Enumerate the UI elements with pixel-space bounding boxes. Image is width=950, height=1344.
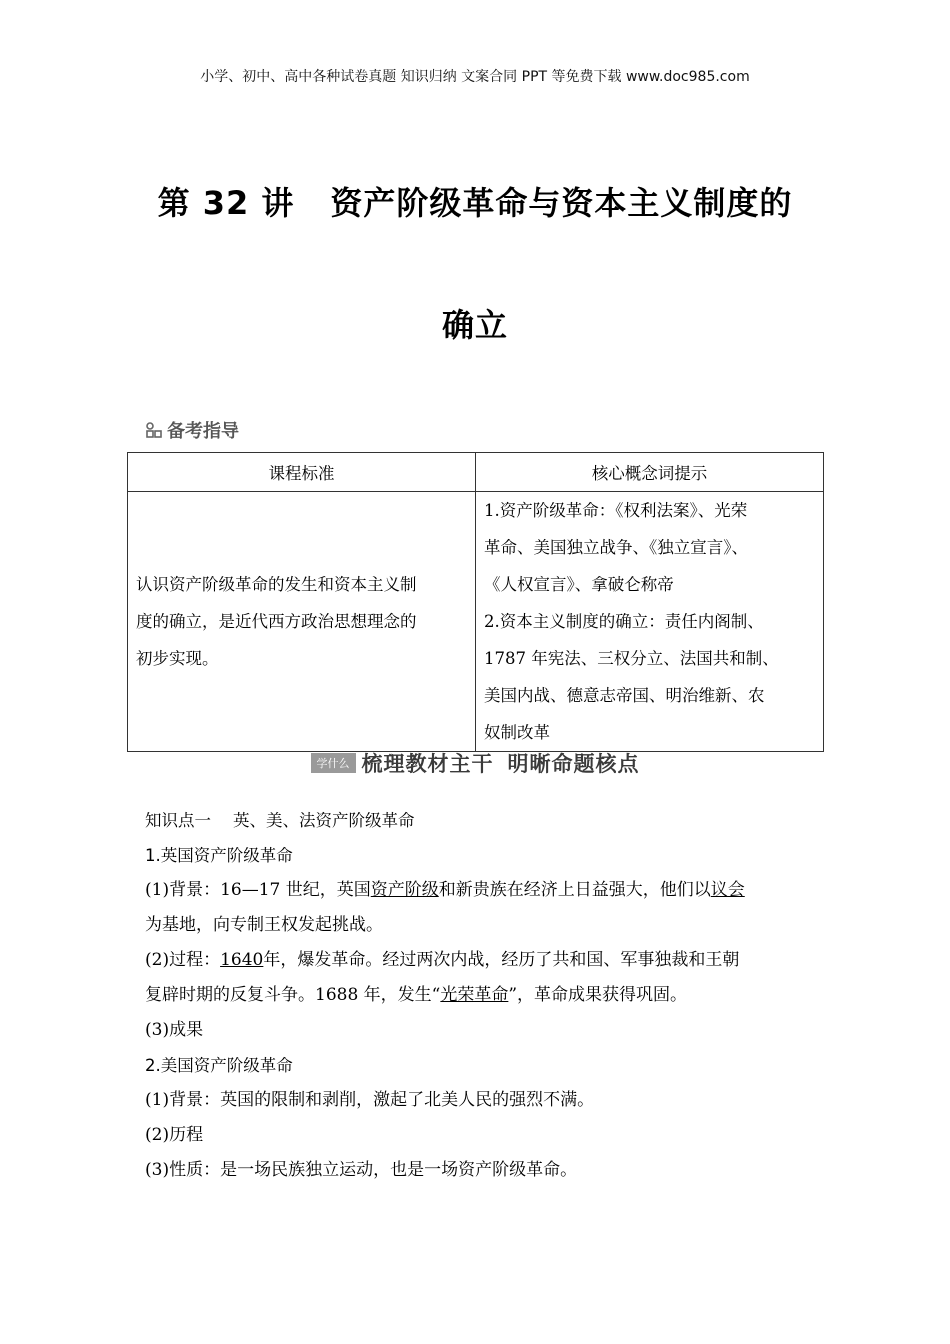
standard-line: 初步实现。 — [136, 649, 219, 668]
table-row — [128, 492, 824, 752]
underlined-term: 资产阶级 — [370, 880, 439, 900]
content-body — [145, 803, 825, 1188]
america-nature: (3)性质：是一场民族独立运动，也是一场资产阶级革命。 — [145, 1160, 578, 1180]
england-result: (3)成果 — [145, 1020, 204, 1040]
america-process: (2)历程 — [145, 1125, 204, 1145]
course-standard-cell — [128, 492, 476, 752]
underlined-term: 议会 — [710, 880, 745, 900]
header-course-standard: 课程标准 — [128, 453, 476, 492]
england-background-cont: 为基地，向专制王权发起挑战。 — [145, 915, 383, 935]
concept-line: 《人权宣言》、拿破仑称帝 — [484, 575, 674, 594]
section-banner-title — [362, 748, 640, 778]
core-concepts-cell — [476, 492, 824, 752]
text-segment: (2)过程： — [145, 950, 221, 970]
exam-guide-text: 备考指导 — [167, 421, 239, 442]
england-heading: 1.英国资产阶级革命 — [145, 846, 293, 865]
banner-title-left: 梳理教材主干 — [361, 752, 494, 776]
text-segment: 年，爆发革命。经过两次内战，经历了共和国、军事独裁和王朝 — [263, 950, 740, 970]
america-heading: 2.美国资产阶级革命 — [145, 1056, 293, 1075]
standard-line: 认识资产阶级革命的发生和资本主义制 — [136, 575, 417, 594]
underlined-term: 光荣革命 — [440, 985, 509, 1005]
knowledge-point-label: 知识点一 — [145, 811, 211, 830]
title-prefix: 第 32 讲 — [157, 184, 295, 222]
page-title-line2: 确立 — [441, 306, 508, 344]
america-background: (1)背景：英国的限制和剥削，激起了北美人民的强烈不满。 — [145, 1090, 595, 1110]
concept-line: 美国内战、德意志帝国、明治维新、农 — [484, 686, 765, 705]
text-segment: 和新贵族在经济上日益强大，他们以 — [438, 880, 711, 900]
standard-line: 度的确立，是近代西方政治思想理念的 — [136, 612, 417, 631]
concept-line: 1.资产阶级革命：《权利法案》、光荣 — [484, 501, 748, 520]
concept-line: 奴制改革 — [484, 723, 550, 742]
guide-icon — [145, 421, 163, 439]
exam-guide-label — [145, 418, 239, 442]
page-header-banner: 小学、初中、高中各种试卷真题 知识归纳 文案合同 PPT 等免费下载 www.doc985.com — [200, 69, 750, 85]
table-header-row — [128, 453, 824, 492]
header-core-concepts: 核心概念词提示 — [476, 453, 824, 492]
banner-title-right: 明晰命题核点 — [507, 752, 640, 776]
page-title — [0, 178, 950, 224]
text-segment: 复辟时期的反复斗争。1688 年，发生“ — [145, 985, 441, 1005]
concept-line: 1787 年宪法、三权分立、法国共和制、 — [484, 649, 779, 668]
text-segment: ”，革命成果获得巩固。 — [508, 985, 688, 1005]
underlined-term: 1640 — [220, 950, 264, 970]
section-badge: 学什么 — [311, 753, 356, 773]
knowledge-point-heading — [145, 803, 825, 838]
exam-guide-table — [127, 452, 824, 752]
concept-line: 2.资本主义制度的确立：责任内阁制、 — [484, 612, 764, 631]
england-background — [145, 873, 825, 908]
concept-line: 革命、美国独立战争、《独立宣言》、 — [484, 538, 748, 557]
england-process — [145, 943, 825, 978]
text-segment: (1)背景：16—17 世纪，英国 — [145, 880, 371, 900]
england-process-cont — [145, 978, 825, 1013]
section-banner — [0, 750, 950, 776]
title-main: 资产阶级革命与资本主义制度的 — [330, 184, 793, 222]
knowledge-point-title: 英、美、法资产阶级革命 — [233, 811, 415, 830]
